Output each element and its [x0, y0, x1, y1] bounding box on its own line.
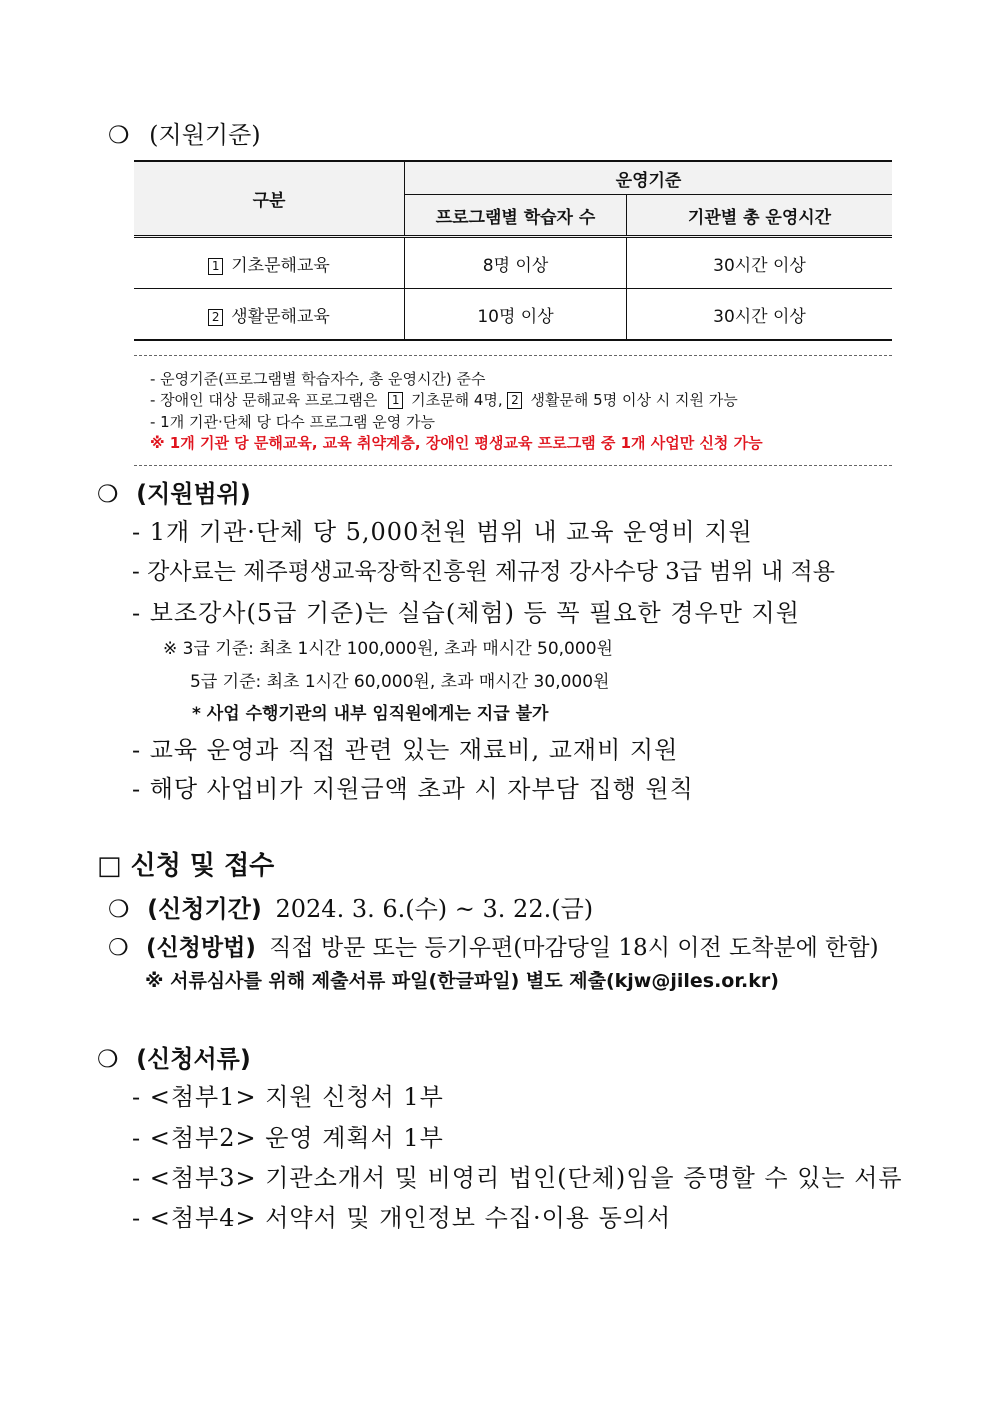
table-header-group: 운영기준: [405, 161, 893, 195]
scope-item: - 교육 운영과 직접 관련 있는 재료비, 교재비 지원: [132, 736, 679, 764]
section-title-application: □ 신청 및 접수: [97, 851, 275, 881]
table-header-learners: 프로그램별 학습자 수: [405, 195, 627, 237]
table-cell-learners: 8명 이상: [405, 237, 627, 289]
table-cell-program: 1 기초문해교육: [134, 237, 405, 289]
number-box-icon: 2: [507, 392, 522, 409]
application-period: ❍ (신청기간) 2024. 3. 6.(수) ~ 3. 22.(금): [108, 895, 594, 923]
scope-item: - 1개 기관·단체 당 5,000천원 범위 내 교육 운영비 지원: [132, 518, 753, 546]
heading-support-scope: ❍ (지원범위): [97, 480, 251, 508]
heading-documents: ❍ (신청서류): [97, 1045, 251, 1073]
scope-item: - 강사료는 제주평생교육장학진흥원 제규정 강사수당 3급 범위 내 적용: [132, 559, 835, 585]
fee-note: ※ 3급 기준: 최초 1시간 100,000원, 초과 매시간 50,000원: [163, 639, 613, 659]
document-item: - <첨부2> 운영 계획서 1부: [132, 1124, 444, 1152]
document-item: - <첨부3> 기관소개서 및 비영리 법인(단체)임을 증명할 수 있는 서류: [132, 1164, 903, 1192]
circle-bullet-icon: ❍: [108, 121, 130, 149]
circle-bullet-icon: ❍: [108, 935, 129, 961]
table-row: [134, 237, 892, 289]
notes-top-divider: [134, 355, 892, 356]
circle-bullet-icon: ❍: [108, 895, 130, 923]
table-header-hours: 기관별 총 운영시간: [627, 195, 893, 237]
heading-support-criteria: ❍ (지원기준): [108, 121, 261, 149]
scope-item: - 해당 사업비가 지원금액 초과 시 자부담 집행 원칙: [132, 775, 694, 803]
note-line: - 운영기준(프로그램별 학습자수, 총 운영시간) 준수: [150, 370, 486, 388]
table-row: [134, 289, 892, 341]
warning-note: ※ 1개 기관 당 문해교육, 교육 취약계층, 장애인 평생교육 프로그램 중 1개 사업만 신청 가능: [150, 434, 763, 452]
table-header-category: 구분: [134, 161, 405, 237]
number-box-icon: 1: [388, 392, 403, 409]
fee-note: * 사업 수행기관의 내부 임직원에게는 지급 불가: [192, 704, 549, 724]
document-item: - <첨부1> 지원 신청서 1부: [132, 1083, 444, 1111]
scope-item: - 보조강사(5급 기준)는 실습(체험) 등 꼭 필요한 경우만 지원: [132, 599, 800, 627]
circle-bullet-icon: ❍: [97, 480, 119, 508]
method-note: ※ 서류심사를 위해 제출서류 파일(한글파일) 별도 제출(kjw@jiles.or.kr): [145, 970, 779, 992]
note-line-disabled: - 장애인 대상 문해교육 프로그램은 1 기초문해 4명, 2 생활문해 5명 이상 시 지원 가능: [150, 391, 738, 409]
circle-bullet-icon: ❍: [97, 1045, 119, 1073]
document-item: - <첨부4> 서약서 및 개인정보 수집·이용 동의서: [132, 1204, 672, 1232]
table-cell-hours: 30시간 이상: [627, 237, 893, 289]
table-cell-learners: 10명 이상: [405, 289, 627, 341]
notes-bottom-divider: [134, 465, 892, 466]
number-box-icon: 1: [208, 258, 223, 275]
note-line: - 1개 기관·단체 당 다수 프로그램 운영 가능: [150, 413, 435, 431]
table-cell-program: 2 생활문해교육: [134, 289, 405, 341]
application-method: ❍ (신청방법) 직접 방문 또는 등기우편(마감당일 18시 이전 도착분에 한함): [108, 935, 879, 961]
table-cell-hours: 30시간 이상: [627, 289, 893, 341]
criteria-table: [134, 160, 892, 341]
number-box-icon: 2: [208, 309, 223, 326]
fee-note: 5급 기준: 최초 1시간 60,000원, 초과 매시간 30,000원: [190, 672, 610, 692]
